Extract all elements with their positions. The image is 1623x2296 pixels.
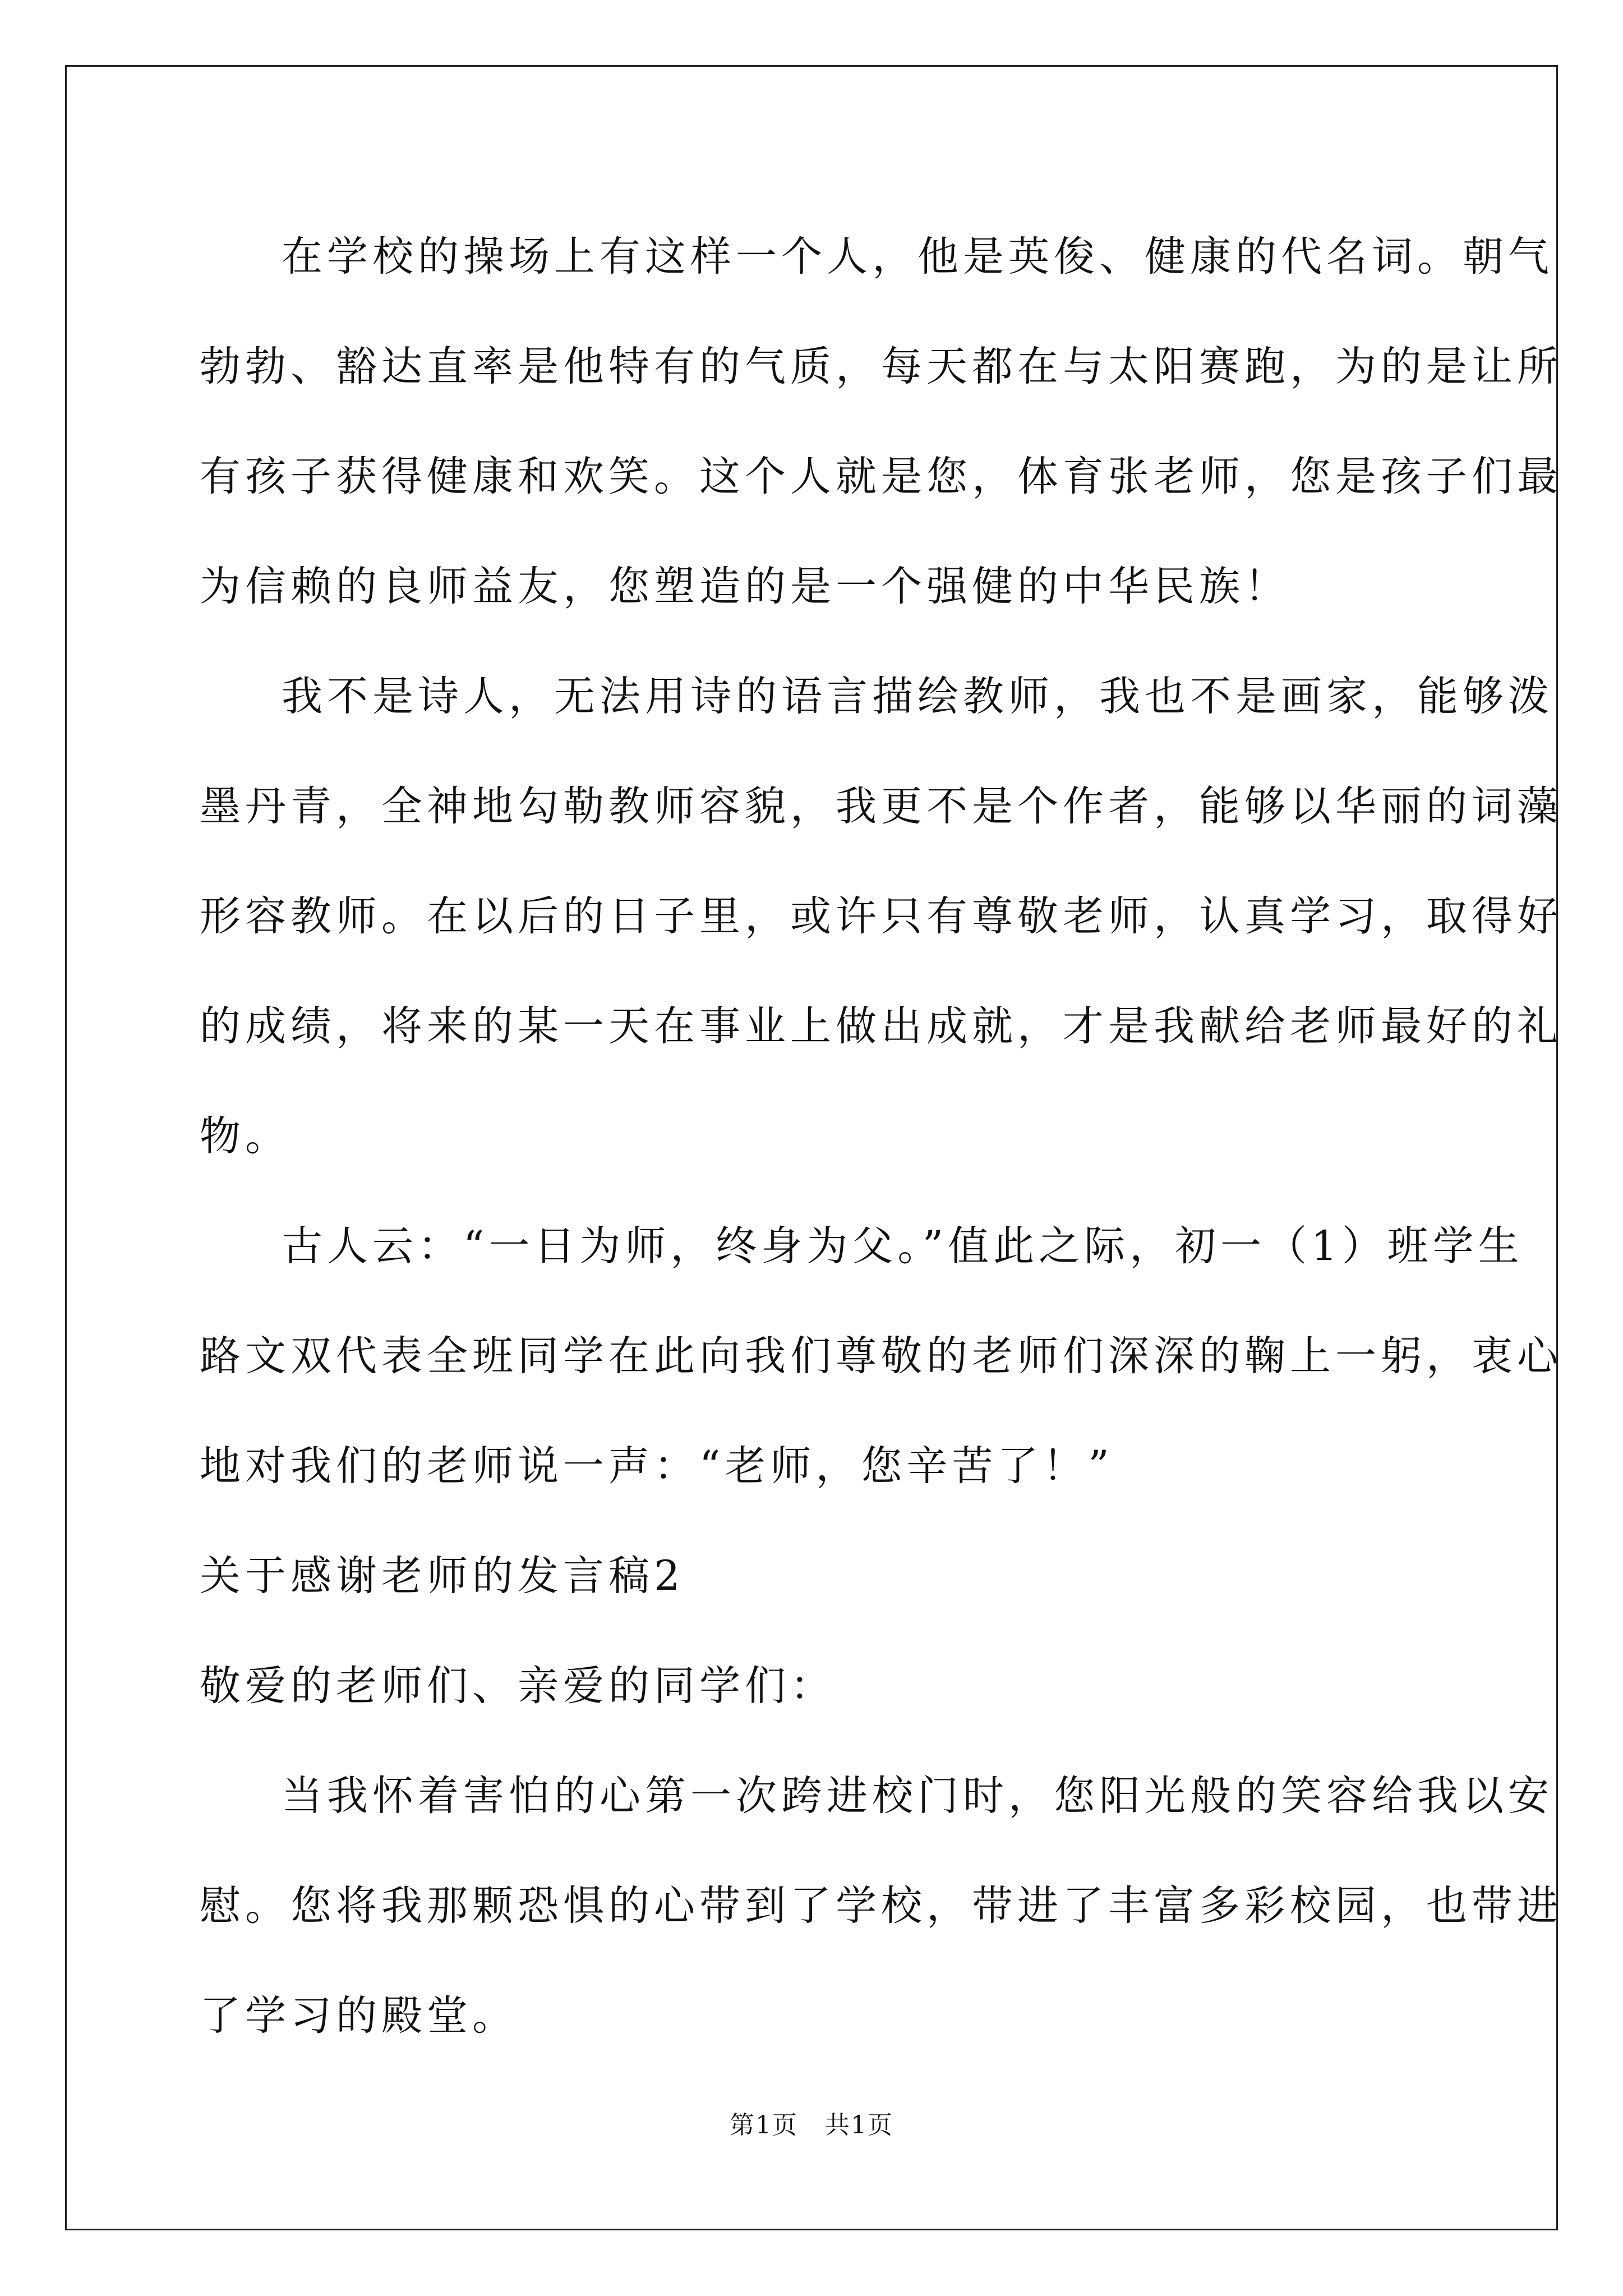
paragraph-1-line-4: 为信赖的良师益友，您塑造的是一个强健的中华民族！ xyxy=(200,563,1290,610)
paragraph-3-line-1: 古人云：“一日为师，终身为父。”值此之际，初一（1）班学生 xyxy=(282,1222,1524,1270)
document-body xyxy=(200,202,1562,2071)
paragraph-1-line-3: 有孩子获得健康和欢笑。这个人就是您，体育张老师，您是孩子们最 xyxy=(200,453,1562,500)
paragraph-1-line-1: 在学校的操场上有这样一个人，他是英俊、健康的代名词。朝气 xyxy=(282,233,1553,280)
paragraph-2-line-1: 我不是诗人，无法用诗的语言描绘教师，我也不是画家，能够泼 xyxy=(282,673,1553,720)
paragraph-3-line-3: 地对我们的老师说一声：“老师，您辛苦了！” xyxy=(200,1442,1114,1490)
paragraph-4-line-2: 慰。您将我那颗恐惧的心带到了学校，带进了丰富多彩校园，也带进 xyxy=(200,1882,1562,1930)
paragraph-4-line-1: 当我怀着害怕的心第一次跨进校门时，您阳光般的笑容给我以安 xyxy=(282,1772,1553,1820)
paragraph-3-line-2: 路文双代表全班同学在此向我们尊敬的老师们深深的鞠上一躬，衷心 xyxy=(200,1332,1562,1380)
paragraph-2-line-4: 的成绩，将来的某一天在事业上做出成就，才是我献给老师最好的礼 xyxy=(200,1002,1562,1050)
page-number-footer: 第1页 共1页 xyxy=(730,2111,893,2139)
paragraph-2-line-2: 墨丹青，全神地勾勒教师容貌，我更不是个作者，能够以华丽的词藻 xyxy=(200,783,1562,830)
paragraph-2-line-3: 形容教师。在以后的日子里，或许只有尊敬老师，认真学习，取得好 xyxy=(200,892,1562,940)
salutation: 敬爱的老师们、亲爱的同学们： xyxy=(200,1662,836,1710)
paragraph-1-line-2: 勃勃、豁达直率是他特有的气质，每天都在与太阳赛跑，为的是让所 xyxy=(200,343,1562,390)
section-heading: 关于感谢老师的发言稿2 xyxy=(200,1552,685,1600)
paragraph-2-line-5: 物。 xyxy=(200,1112,291,1160)
paragraph-4-line-3: 了学习的殿堂。 xyxy=(200,1992,518,2040)
